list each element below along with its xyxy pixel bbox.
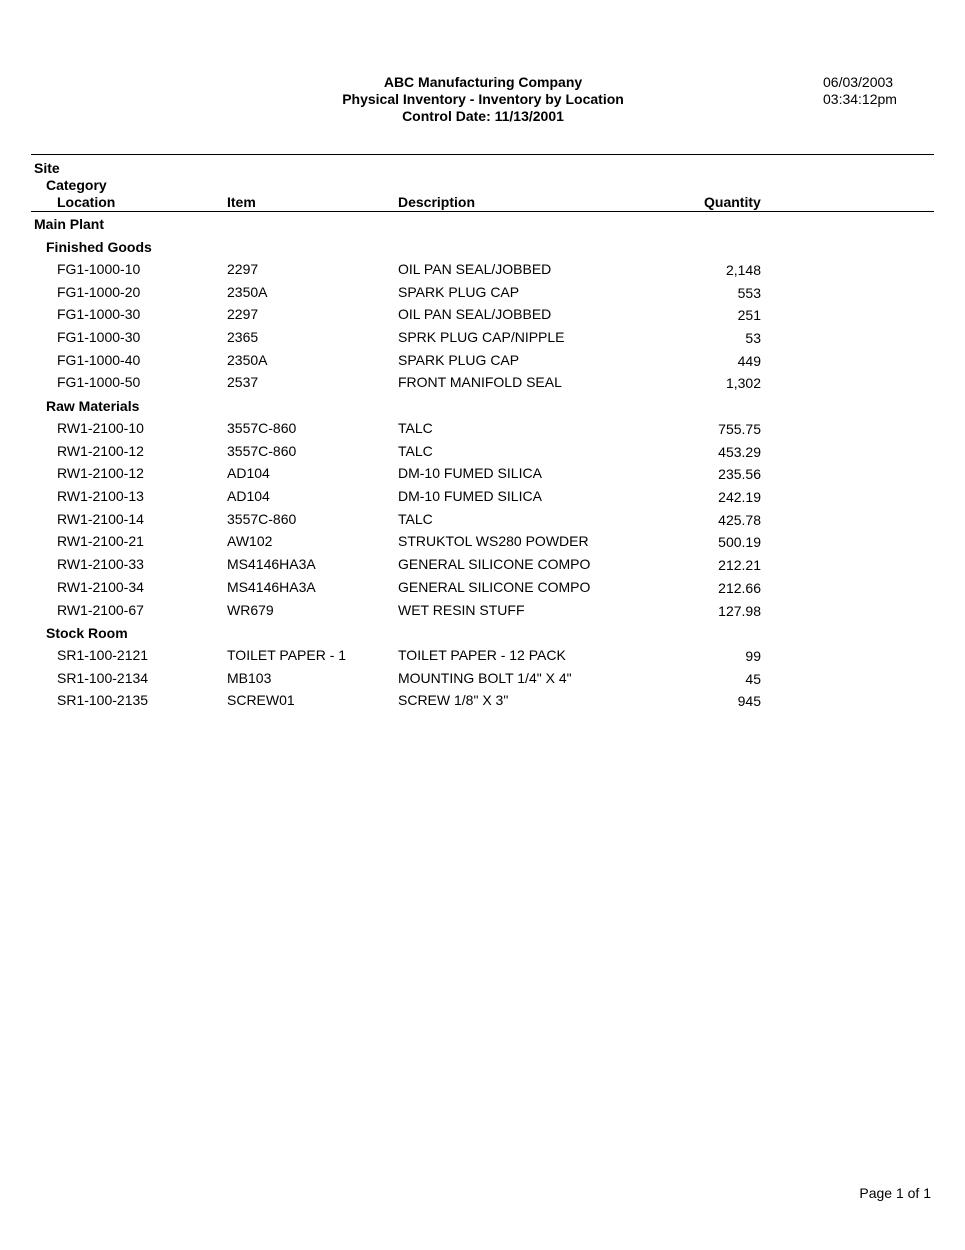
category-name: Finished Goods — [46, 239, 152, 255]
item-cell: 2350A — [227, 352, 268, 368]
header-bottom-rule — [31, 211, 934, 212]
description-cell: STRUKTOL WS280 POWDER — [398, 533, 589, 549]
location-cell: FG1-1000-20 — [57, 284, 141, 300]
location-cell: RW1-2100-10 — [57, 420, 144, 436]
item-cell: 3557C-860 — [227, 511, 297, 527]
description-cell: DM-10 FUMED SILICA — [398, 488, 542, 504]
table-row — [0, 352, 965, 370]
item-cell: TOILET PAPER - 1 — [227, 647, 347, 663]
site-name: Main Plant — [34, 216, 105, 232]
item-cell: AW102 — [227, 533, 273, 549]
category-name: Raw Materials — [46, 398, 140, 414]
table-row — [0, 374, 965, 392]
column-header-location: Location — [57, 194, 116, 210]
description-cell: FRONT MANIFOLD SEAL — [398, 374, 562, 390]
item-cell: AD104 — [227, 465, 270, 481]
company-name: ABC Manufacturing Company — [383, 74, 583, 90]
table-row — [0, 443, 965, 461]
column-header-description: Description — [398, 194, 476, 210]
location-cell: RW1-2100-67 — [57, 602, 144, 618]
description-cell: OIL PAN SEAL/JOBBED — [398, 261, 552, 277]
quantity-cell: 212.66 — [718, 580, 761, 596]
table-row — [0, 533, 965, 551]
table-row — [0, 556, 965, 574]
description-cell: DM-10 FUMED SILICA — [398, 465, 542, 481]
table-row — [0, 329, 965, 347]
table-row — [0, 602, 965, 620]
column-header-quantity: Quantity — [704, 194, 761, 210]
quantity-cell: 212.21 — [718, 557, 761, 573]
table-row — [0, 284, 965, 302]
report-title: Physical Inventory - Inventory by Location — [342, 91, 624, 107]
table-row — [0, 670, 965, 688]
description-cell: OIL PAN SEAL/JOBBED — [398, 306, 552, 322]
quantity-cell: 45 — [745, 671, 761, 687]
item-cell: 2297 — [227, 306, 259, 322]
table-row — [0, 465, 965, 483]
table-row — [0, 692, 965, 710]
item-cell: 3557C-860 — [227, 443, 297, 459]
description-cell: GENERAL SILICONE COMPO — [398, 579, 591, 595]
location-cell: RW1-2100-33 — [57, 556, 144, 572]
location-cell: SR1-100-2121 — [57, 647, 149, 663]
description-cell: TOILET PAPER - 12 PACK — [398, 647, 566, 663]
table-row — [0, 511, 965, 529]
item-cell: 3557C-860 — [227, 420, 297, 436]
quantity-cell: 1,302 — [725, 375, 761, 391]
quantity-cell: 425.78 — [718, 512, 761, 528]
item-cell: 2297 — [227, 261, 259, 277]
quantity-cell: 242.19 — [718, 489, 761, 505]
table-row — [0, 647, 965, 665]
location-cell: RW1-2100-12 — [57, 465, 144, 481]
location-cell: FG1-1000-50 — [57, 374, 141, 390]
table-row — [0, 420, 965, 438]
description-cell: TALC — [398, 511, 433, 527]
run-date: 06/03/2003 — [823, 74, 894, 90]
item-cell: 2365 — [227, 329, 259, 345]
table-row — [0, 579, 965, 597]
quantity-cell: 755.75 — [718, 421, 761, 437]
location-cell: FG1-1000-40 — [57, 352, 141, 368]
description-cell: WET RESIN STUFF — [398, 602, 525, 618]
location-cell: RW1-2100-12 — [57, 443, 144, 459]
item-cell: WR679 — [227, 602, 274, 618]
description-cell: SPARK PLUG CAP — [398, 284, 520, 300]
description-cell: TALC — [398, 443, 433, 459]
location-cell: SR1-100-2134 — [57, 670, 149, 686]
location-cell: FG1-1000-30 — [57, 306, 141, 322]
description-cell: TALC — [398, 420, 433, 436]
column-header-site: Site — [34, 160, 60, 176]
quantity-cell: 449 — [737, 353, 761, 369]
item-cell: AD104 — [227, 488, 270, 504]
description-cell: SCREW 1/8" X 3" — [398, 692, 509, 708]
item-cell: 2350A — [227, 284, 268, 300]
run-time: 03:34:12pm — [823, 91, 897, 107]
item-cell: MS4146HA3A — [227, 579, 316, 595]
location-cell: SR1-100-2135 — [57, 692, 149, 708]
item-cell: MS4146HA3A — [227, 556, 316, 572]
quantity-cell: 127.98 — [718, 603, 761, 619]
description-cell: SPARK PLUG CAP — [398, 352, 520, 368]
location-cell: RW1-2100-21 — [57, 533, 144, 549]
table-row — [0, 488, 965, 506]
category-name: Stock Room — [46, 625, 128, 641]
location-cell: RW1-2100-13 — [57, 488, 144, 504]
column-header-category: Category — [46, 177, 107, 193]
quantity-cell: 53 — [745, 330, 761, 346]
quantity-cell: 945 — [737, 693, 761, 709]
item-cell: SCREW01 — [227, 692, 295, 708]
page-number: Page 1 of 1 — [859, 1185, 931, 1201]
quantity-cell: 251 — [737, 307, 761, 323]
quantity-cell: 500.19 — [718, 534, 761, 550]
quantity-cell: 2,148 — [725, 262, 761, 278]
column-header-item: Item — [227, 194, 256, 210]
quantity-cell: 99 — [745, 648, 761, 664]
description-cell: GENERAL SILICONE COMPO — [398, 556, 591, 572]
report-run-stamp — [823, 74, 897, 108]
control-date: Control Date: 11/13/2001 — [402, 108, 564, 124]
report-title-block — [233, 74, 733, 125]
description-cell: SPRK PLUG CAP/NIPPLE — [398, 329, 565, 345]
table-row — [0, 261, 965, 279]
item-cell: MB103 — [227, 670, 272, 686]
quantity-cell: 553 — [737, 285, 761, 301]
location-cell: FG1-1000-10 — [57, 261, 141, 277]
location-cell: RW1-2100-34 — [57, 579, 144, 595]
quantity-cell: 453.29 — [718, 444, 761, 460]
description-cell: MOUNTING BOLT 1/4" X 4" — [398, 670, 572, 686]
location-cell: RW1-2100-14 — [57, 511, 144, 527]
item-cell: 2537 — [227, 374, 259, 390]
quantity-cell: 235.56 — [718, 466, 761, 482]
table-row — [0, 306, 965, 324]
location-cell: FG1-1000-30 — [57, 329, 141, 345]
header-top-rule — [31, 154, 934, 155]
